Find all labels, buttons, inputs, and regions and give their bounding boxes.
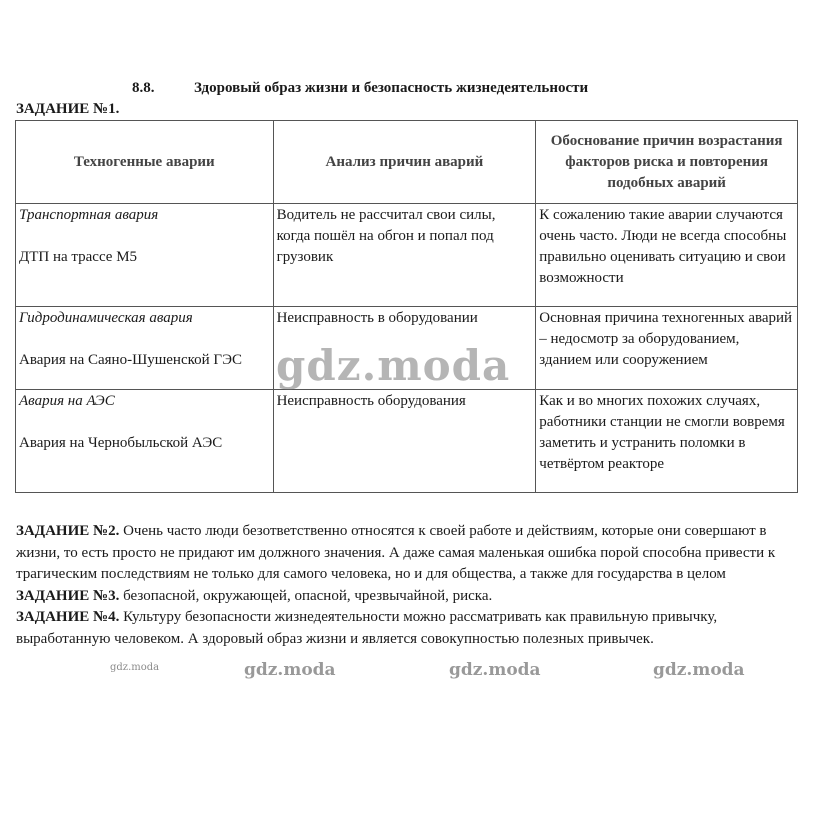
section-heading bbox=[132, 80, 588, 97]
task3-title: ЗАДАНИЕ №3. bbox=[16, 587, 120, 604]
reason-cell: Как и во многих похожих случаях, работники станции не смогли вовремя заметить и устранить поломки в четвёртом реакторе bbox=[536, 390, 798, 493]
task2-text: Очень часто люди безответственно относятся к своей работе и действиям, которые они совершают в жизни, то есть просто не придают им должного значения. А даже самая маленькая ошибка порой способна привести к трагическим последствиям не только для самого человека, но и для общества, а также для государства в целом bbox=[16, 523, 776, 582]
accident-cell bbox=[16, 307, 274, 390]
reason-cell: К сожалению такие аварии случаются очень часто. Люди не всегда способны правильно оценивать ситуацию и свои возможности bbox=[536, 204, 798, 307]
accident-example: Авария на Саяно-Шушенской ГЭС bbox=[19, 352, 242, 368]
analysis-cell: Неисправность в оборудовании bbox=[273, 307, 536, 390]
accident-type: Транспортная авария bbox=[19, 207, 159, 223]
analysis-cell: Неисправность оборудования bbox=[273, 390, 536, 493]
accident-cell bbox=[16, 390, 274, 493]
task4-title: ЗАДАНИЕ №4. bbox=[16, 609, 120, 625]
accident-type: Авария на АЭС bbox=[19, 393, 115, 409]
accident-example: Авария на Чернобыльской АЭС bbox=[19, 435, 223, 451]
answers-block bbox=[16, 521, 786, 650]
task4-text: Культуру безопасности жизнедеятельности можно рассматривать как правильную привычку, выработанную человеком. А здоровый образ жизни и является совокупностью полезных привычек. bbox=[16, 609, 718, 647]
accident-type: Гидродинамическая авария bbox=[19, 310, 193, 326]
task3-paragraph bbox=[16, 586, 786, 608]
header-reasons: Обоснование причин возрастания факторов риска и повторения подобных аварий bbox=[536, 121, 798, 204]
header-analysis: Анализ причин аварий bbox=[273, 121, 536, 204]
watermark-small-1: gdz.moda bbox=[244, 660, 336, 680]
watermark-small-3: gdz.moda bbox=[653, 660, 745, 680]
task2-paragraph bbox=[16, 521, 786, 586]
accident-cell bbox=[16, 204, 274, 307]
reason-cell: Основная причина техногенных аварий – недосмотр за оборудованием, зданием или сооружением bbox=[536, 307, 798, 390]
section-title: Здоровый образ жизни и безопасность жизнедеятельности bbox=[194, 80, 589, 96]
watermark-small-2: gdz.moda bbox=[449, 660, 541, 680]
section-number: 8.8. bbox=[132, 80, 155, 96]
table-header-row bbox=[16, 121, 798, 204]
accident-example: ДТП на трассе М5 bbox=[19, 249, 138, 265]
analysis-cell: Водитель не рассчитал свои силы, когда пошёл на обгон и попал под грузовик bbox=[273, 204, 536, 307]
task1-title: ЗАДАНИЕ №1. bbox=[16, 101, 120, 117]
table-row bbox=[16, 390, 798, 493]
watermark-tiny: gdz.moda bbox=[110, 662, 160, 673]
task2-title: ЗАДАНИЕ №2. bbox=[16, 523, 120, 539]
task4-paragraph bbox=[16, 607, 786, 650]
header-accidents: Техногенные аварии bbox=[16, 121, 274, 204]
accidents-table bbox=[15, 120, 798, 493]
task3-text: безопасной, окружающей, опасной, чрезвычайной, риска. bbox=[123, 587, 493, 604]
table-row bbox=[16, 204, 798, 307]
watermark-main: gdz.moda bbox=[276, 341, 511, 390]
